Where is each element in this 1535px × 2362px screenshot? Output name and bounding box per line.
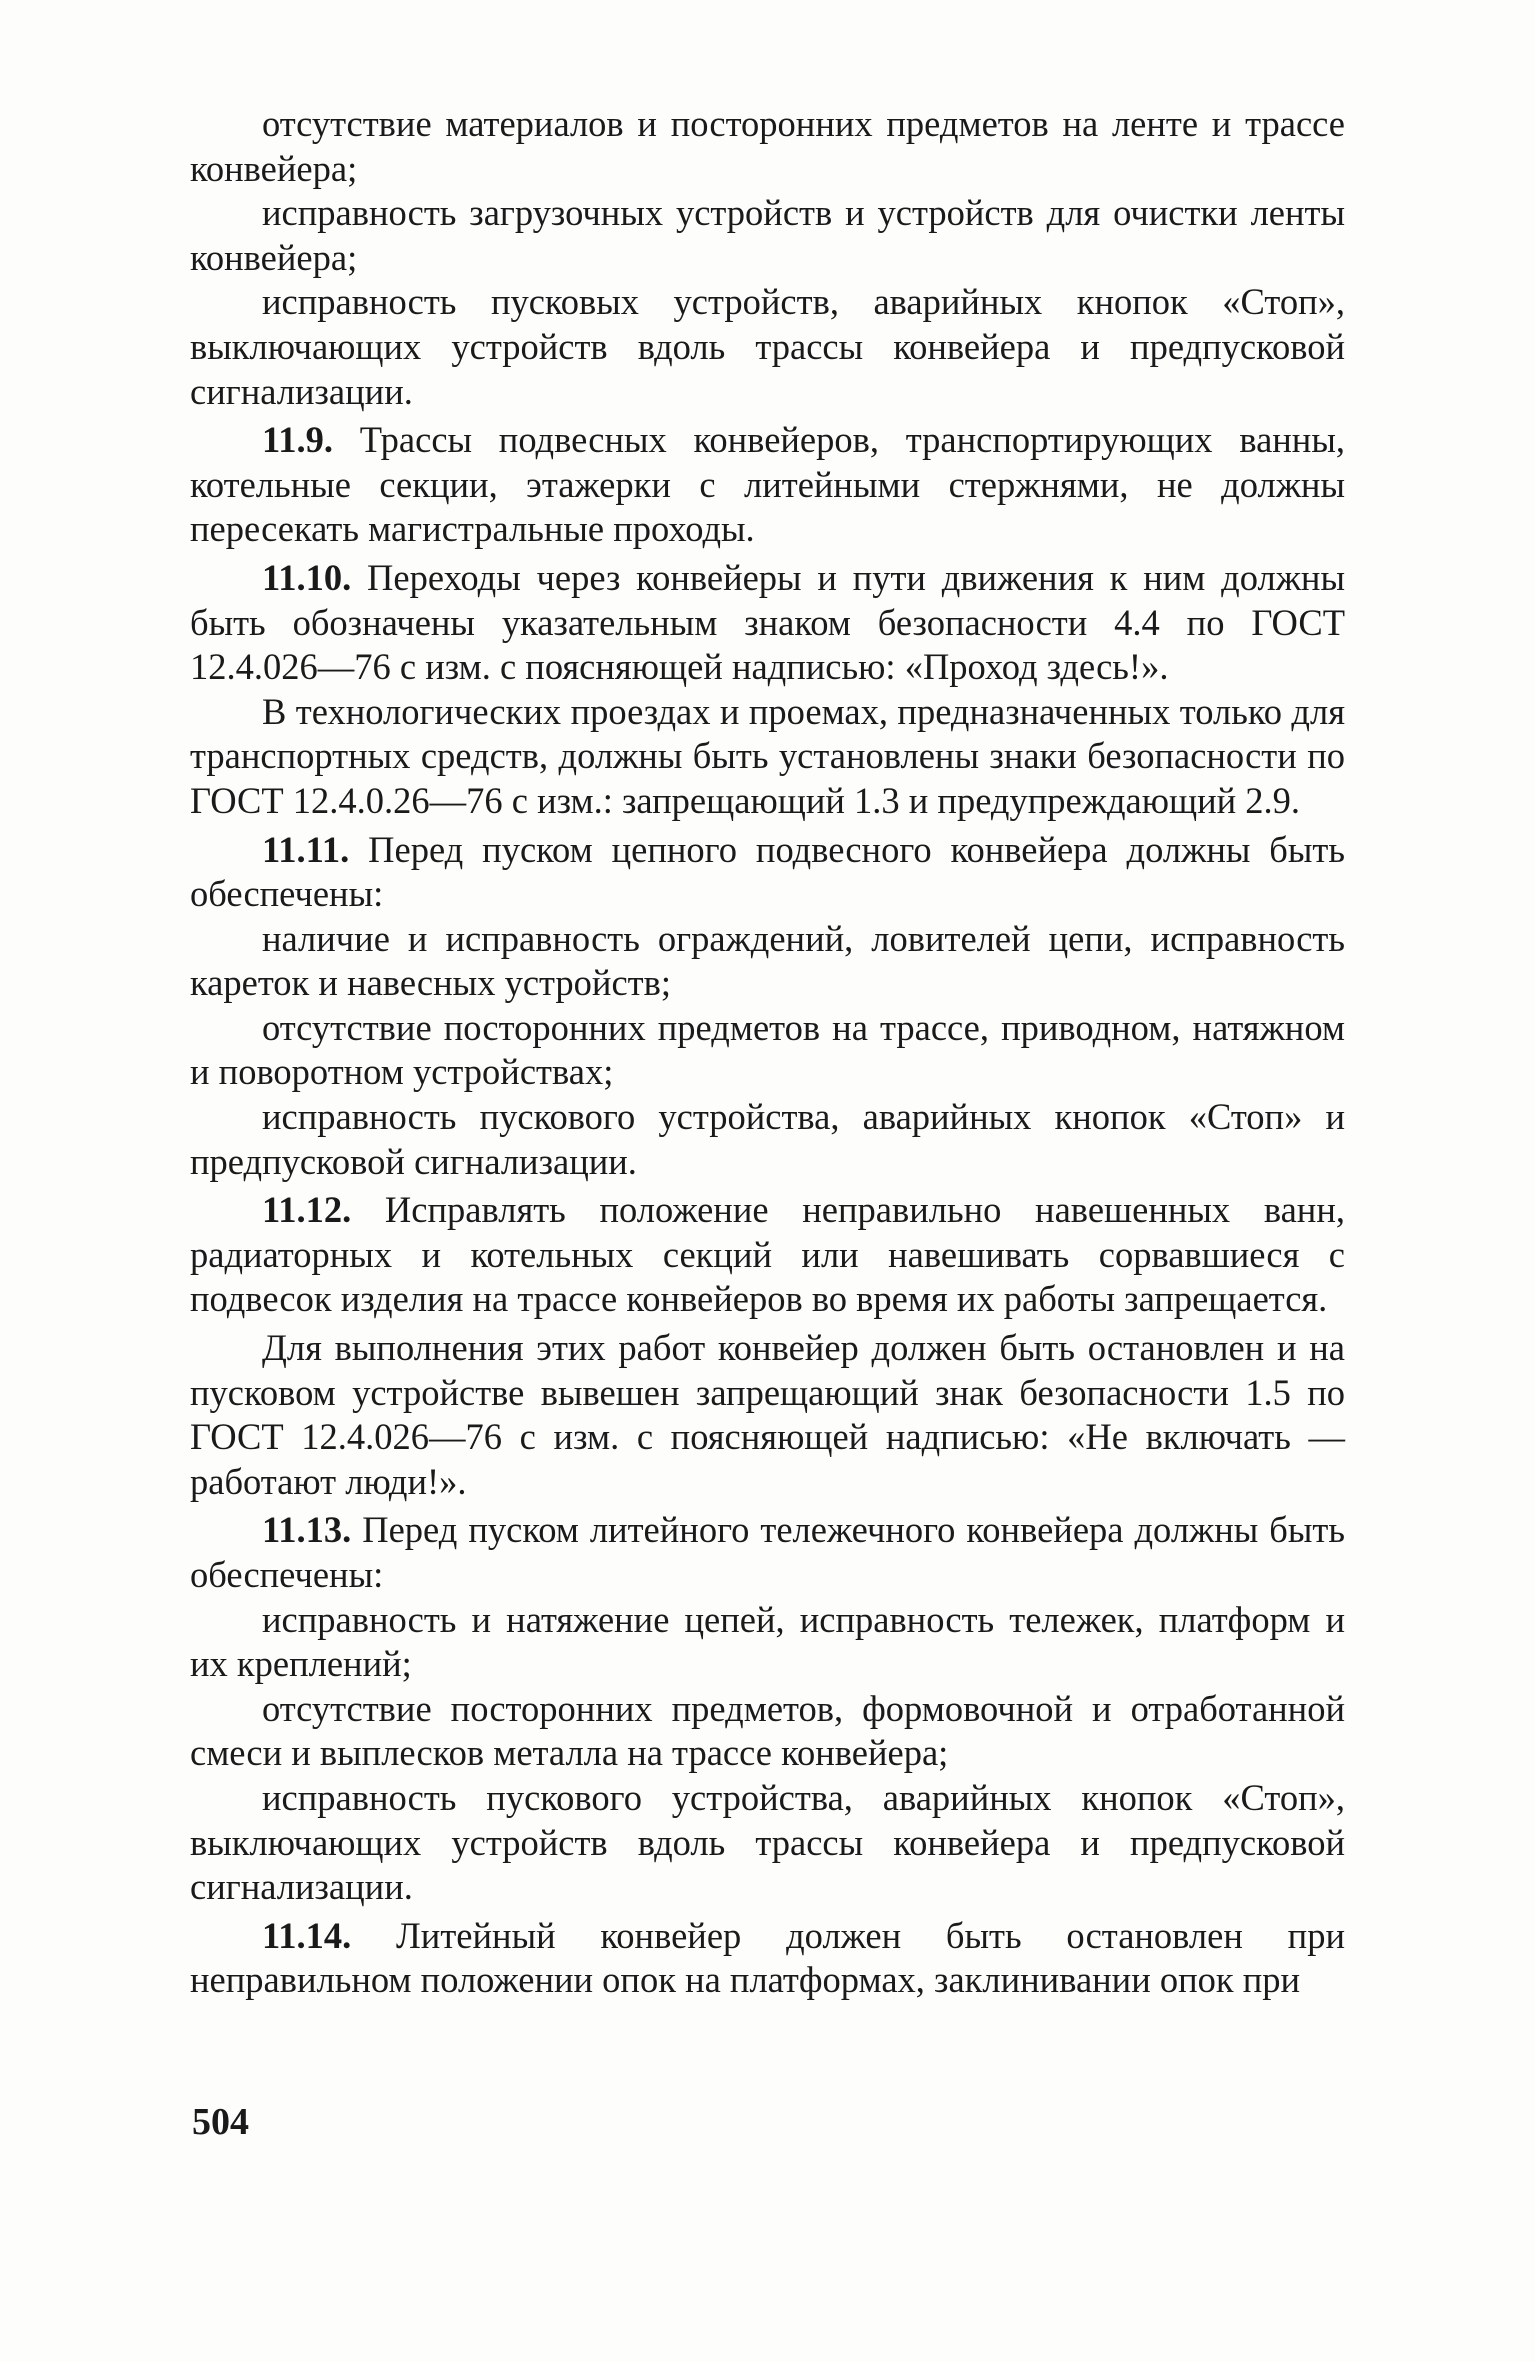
paragraph: отсутствие материалов и посторонних предметов на ленте и трассе конвейера; <box>190 103 1345 189</box>
paragraph-11-12: 11.12. Исправлять положение неправильно навешенных ванн, радиаторных и котельных секций или навешивать сорвавшиеся с подвесок изделия на трассе конвейеров во время их работы запрещается. <box>190 1189 1345 1320</box>
paragraph-11-11: 11.11. Перед пуском цепного подвесного конвейера должны быть обеспечены: <box>190 828 1345 915</box>
paragraph: отсутствие посторонних предметов, формовочной и отработанной смеси и выплесков металла на трассе конвейера; <box>190 1687 1345 1774</box>
paragraph: исправность пускового устройства, аварийных кнопок «Стоп» и предпусковой сигнализации. <box>190 1096 1345 1182</box>
clause-number: 11.13. <box>262 1509 352 1551</box>
paragraph: исправность пусковых устройств, аварийных кнопок «Стоп», выключающих устройств вдоль трассы конвейера и предпусковой сигнализации. <box>190 281 1345 412</box>
paragraph: наличие и исправность ограждений, ловителей цепи, исправность кареток и навесных устройств; <box>190 917 1345 1004</box>
paragraph: В технологических проездах и проемах, предназначенных только для транспортных средств, должны быть установлены знаки безопасности по ГОСТ 12.4.0.26—76 с изм.: запрещающий 1.3 и предупреждающий 2.9. <box>190 690 1345 821</box>
paragraph: исправность пускового устройства, аварийных кнопок «Стоп», выключающих устройств вдоль трассы конвейера и предпусковой сигнализации. <box>190 1776 1345 1908</box>
body-text <box>190 102 1345 2003</box>
paragraph: исправность и натяжение цепей, исправность тележек, платформ и их креплений; <box>190 1598 1345 1685</box>
clause-number: 11.14. <box>262 1914 352 1956</box>
clause-number: 11.12. <box>262 1189 352 1231</box>
paragraph-11-14: 11.14. Литейный конвейер должен быть остановлен при неправильном положении опок на платформах, заклинивании опок при <box>190 1914 1345 2001</box>
paragraph-11-13: 11.13. Перед пуском литейного тележечного конвейера должны быть обеспечены: <box>190 1509 1345 1595</box>
paragraph: исправность загрузочных устройств и устройств для очистки ленты конвейера; <box>190 192 1345 278</box>
clause-number: 11.9. <box>262 419 333 461</box>
clause-number: 11.10. <box>262 556 352 598</box>
paragraph-11-10: 11.10. Переходы через конвейеры и пути движения к ним должны быть обозначены указательным знаком безопасности 4.4 по ГОСТ 12.4.026—76 с изм. с поясняющей надписью: «Проход здесь!». <box>190 556 1345 688</box>
clause-number: 11.11. <box>262 828 350 870</box>
paragraph-11-9: 11.9. Трассы подвесных конвейеров, транспортирующих ванны, котельные секции, этажерки с литейными стержнями, не должны пересекать магистральные проходы. <box>190 419 1345 550</box>
paragraph: отсутствие посторонних предметов на трассе, приводном, натяжном и поворотном устройствах; <box>190 1006 1345 1093</box>
paragraph: Для выполнения этих работ конвейер должен быть остановлен и на пусковом устройстве вывешен запрещающий знак безопасности 1.5 по ГОСТ 12.4.026—76 с изм. с поясняющей надписью: «Не включать — работают люди!». <box>190 1327 1345 1502</box>
page-number: 504 <box>192 2101 249 2143</box>
